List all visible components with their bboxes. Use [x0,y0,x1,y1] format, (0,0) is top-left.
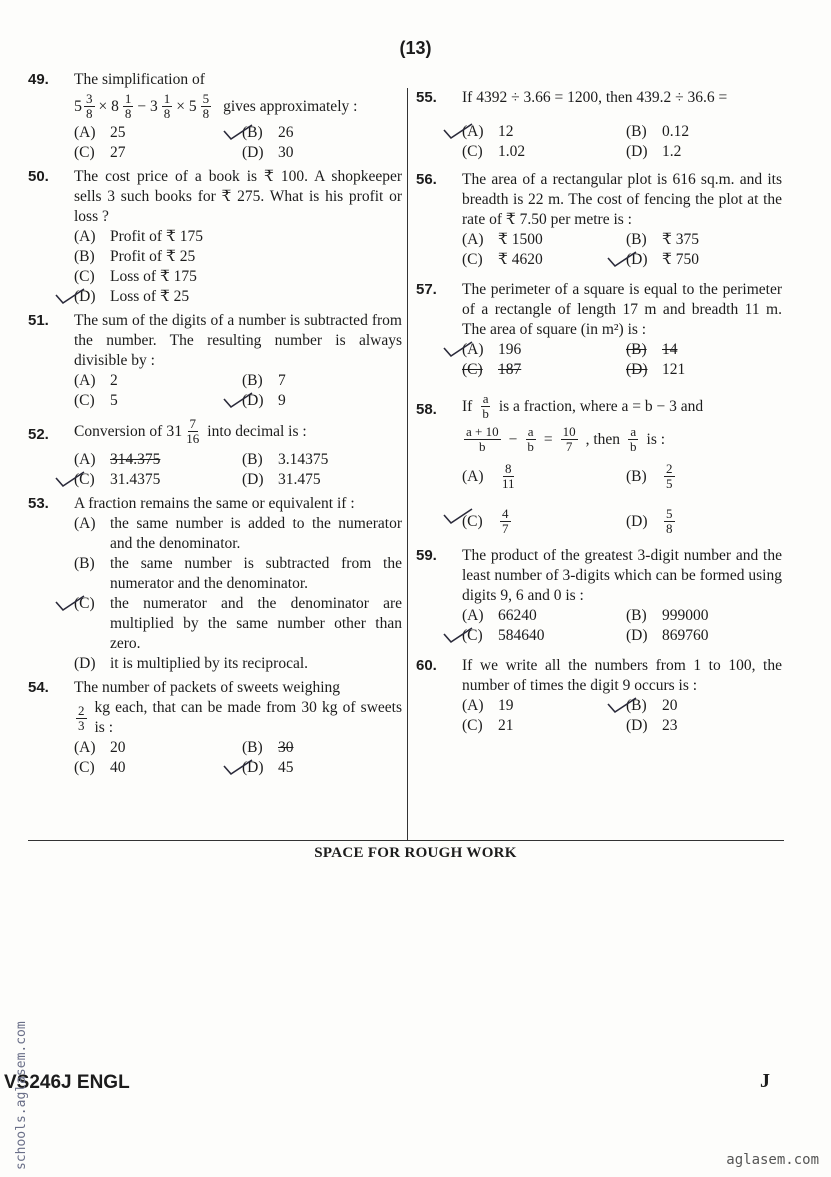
option-b[interactable]: (B) 999000 [626,607,709,624]
question-52: 52. Conversion of 31 $\frac{7}{16}$ into decimal is : (A) 314.375 (B) 3.14375 (C) 31.4375 (D) 31.475 [28,417,402,490]
option-a[interactable]: (A) 2 [74,372,118,389]
footer-divider [28,840,784,841]
option-d[interactable]: (D) 869760 [626,627,709,644]
paper-code: VS246J ENGL [4,1072,130,1093]
q49-expression: 5 $\frac{3}{8}$ × 8 $\frac{1}{8}$ − 3 $\frac{1}{8}$ × 5 $\frac{5}{8}$ gives approximately : [74,91,358,121]
q56-options [462,230,782,270]
option-c[interactable]: (C) 27 [74,144,126,161]
q50-options [74,227,402,307]
option-a[interactable]: (A) 25 [74,124,126,141]
pen-tick-icon [222,391,256,413]
q57-options [462,340,782,380]
pen-tick-icon [222,758,256,780]
option-a[interactable]: (A) 20 [74,739,126,756]
option-d[interactable]: (D) 1.2 [626,143,682,160]
option-a[interactable]: (A) 12 [462,122,618,142]
option-c[interactable]: (C) 187 [462,361,522,378]
option-d[interactable]: (D) 121 [626,361,686,378]
option-d[interactable]: (D) Loss of ₹ 25 [74,287,402,307]
option-a[interactable]: (A) 19 [462,697,514,714]
pen-tick-icon [606,250,640,272]
option-b[interactable]: (B) Profit of ₹ 25 [74,248,196,265]
set-letter: J [760,1070,770,1092]
option-d[interactable]: (D) it is multiplied by its reciprocal. [74,655,309,672]
option-b[interactable]: (B) 7 [242,372,286,389]
question-58: 58. If $\frac{a}{b}$ is a fraction, where a = b − 3 and $\frac{a + 10}{b}$ − $\frac{a}{b}$ = $\frac{10}{7}$ , then $\frac{a}{b}$ is : (A) $\frac{8}{11}$ (B) $\frac{2}{5}$ (C) $\frac{4}{7}$ (D) $\frac{5}{8}$ [416,392,782,536]
question-51: 51. The sum of the digits of a number is subtracted from the number. The resulting number is always divisible by : (A) 2 (B) 7 (C) 5 (D) 9 [28,311,402,411]
option-a[interactable]: (A) $\frac{8}{11}$ [462,461,515,491]
option-b[interactable]: (B) 30 [242,739,294,756]
pen-tick-icon [54,470,88,492]
pen-tick-icon [606,696,640,718]
right-column [416,70,782,740]
option-c[interactable]: (C) 40 [74,759,126,776]
option-d[interactable]: (D) 9 [242,391,402,411]
q51-options [74,371,402,411]
option-a[interactable]: (A) 66240 [462,607,537,624]
pen-tick-icon [54,594,88,616]
question-53: 53. A fraction remains the same or equivalent if : (A) the same number is added to the numerator and the denominator. (B) the same number is subtracted from the numerator and the denominator. (C) the numerator and the denominator are multiplied by the same number other than zero. (D) it is multiplied by its reciprocal. [28,495,402,672]
q58-equation: $\frac{a + 10}{b}$ − $\frac{a}{b}$ = $\frac{10}{7}$ , then $\frac{a}{b}$ is : [466,424,666,454]
option-d[interactable]: (D) ₹ 750 [626,250,782,270]
question-57: 57. The perimeter of a square is equal to the perimeter of a rectangle of length 17 m and breadth 11 m. The area of square (in m²) is : (A) 196 (B) 14 (C) 187 (D) 121 [416,281,782,378]
option-a[interactable]: (A) 196 [462,340,618,360]
option-a[interactable]: (A) Profit of ₹ 175 [74,228,203,245]
pen-tick-icon [442,340,476,362]
q49-options [74,123,402,163]
option-b[interactable]: (B) 20 [626,696,782,716]
option-c[interactable]: (C) 21 [462,717,514,734]
pen-tick-icon [222,123,256,145]
question-55: 55. If 4392 ÷ 3.66 = 1200, then 439.2 ÷ 36.6 = (A) 12 (B) 0.12 (C) 1.02 (D) 1.2 [416,88,782,162]
option-c[interactable]: (C) 1.02 [462,143,526,160]
option-d[interactable]: (D) $\frac{5}{8}$ [626,506,673,536]
q53-options [74,514,402,674]
option-c[interactable]: (C) $\frac{4}{7}$ [462,507,618,536]
option-c[interactable]: (C) Loss of ₹ 175 [74,268,197,285]
option-b[interactable]: (B) 14 [626,341,678,358]
option-a[interactable]: (A) 314.375 [74,451,161,468]
q59-options [462,606,782,646]
question-49: 49. The simplification of 5 $\frac{3}{8}$ × 8 $\frac{1}{8}$ − 3 $\frac{1}{8}$ × 5 $\frac{5}{8}$ gives approximately : (A) 25 (B) 26 (C) 27 (D) 30 [28,70,402,163]
q60-options [462,696,782,736]
option-c[interactable]: (C) 31.4375 [74,470,234,490]
pen-tick-icon [442,507,476,529]
question-56: 56. The area of a rectangular plot is 616 sq.m. and its breadth is 22 m. The cost of fencing the plot at the rate of ₹ 7.50 per metre is : (A) ₹ 1500 (B) ₹ 375 (C) ₹ 4620 (D) ₹ 750 [416,170,782,270]
option-a[interactable]: (A) the same number is added to the numerator and the denominator. [74,515,402,552]
option-c[interactable]: (C) ₹ 4620 [462,251,543,268]
option-b[interactable]: (B) the same number is subtracted from the numerator and the denominator. [74,555,402,592]
corner-watermark: aglasem.com [726,1152,819,1168]
column-divider [407,88,408,840]
option-d[interactable]: (D) 31.475 [242,471,321,488]
pen-tick-icon [54,287,88,309]
option-b[interactable]: (B) $\frac{2}{5}$ [626,461,673,491]
q55-options [462,122,782,162]
option-d[interactable]: (D) 45 [242,758,402,778]
option-c[interactable]: (C) the numerator and the denominator are multiplied by the same number other than zero. [74,594,402,654]
question-59: 59. The product of the greatest 3-digit number and the least number of 3-digits which can be formed using digits 9, 6 and 0 is : (A) 66240 (B) 999000 (C) 584640 (D) 869760 [416,546,782,646]
q52-options [74,450,402,490]
pen-tick-icon [442,626,476,648]
option-a[interactable]: (A) ₹ 1500 [462,231,543,248]
option-c[interactable]: (C) 5 [74,392,118,409]
option-c[interactable]: (C) 584640 [462,626,618,646]
option-b[interactable]: (B) ₹ 375 [626,231,699,248]
question-60: 60. If we write all the numbers from 1 to 100, the number of times the digit 9 occurs is : (A) 19 (B) 20 (C) 21 (D) 23 [416,657,782,734]
rough-work-heading: SPACE FOR ROUGH WORK [314,845,517,861]
page-number: (13) [399,38,432,58]
question-50: 50. The cost price of a book is ₹ 100. A shopkeeper sells 3 such books for ₹ 275. What is his profit or loss ? (A) Profit of ₹ 175 (B) Profit of ₹ 25 (C) Loss of ₹ 175 (D) Loss of ₹ 25 [28,167,402,307]
option-d[interactable]: (D) 30 [242,144,294,161]
option-b[interactable]: (B) 3.14375 [242,451,329,468]
vertical-watermark: schools.aglasem.com [14,1021,29,1170]
option-d[interactable]: (D) 23 [626,717,678,734]
q58-options [462,462,782,536]
question-54: 54. The number of packets of sweets weighing $\frac{2}{3}$ kg each, that can be made from 30 kg of sweets is : (A) 20 (B) 30 (C) 40 (D) 45 [28,678,402,778]
left-column [28,70,402,782]
option-b[interactable]: (B) 26 [242,123,402,143]
q54-options [74,738,402,778]
option-b[interactable]: (B) 0.12 [626,123,690,140]
pen-tick-icon [442,122,476,144]
